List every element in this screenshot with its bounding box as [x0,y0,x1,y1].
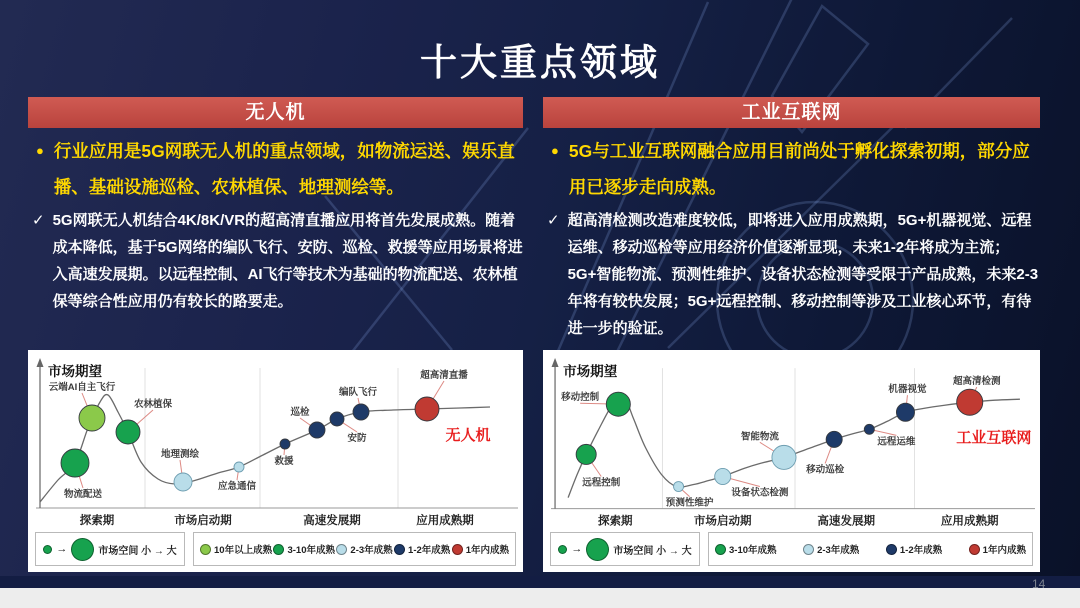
label-connector [580,403,606,404]
label-connector [358,398,359,404]
chart-point [864,424,874,434]
label-connector [760,442,774,451]
phase-label: 应用成熟期 [416,515,474,527]
legend-item [273,542,335,556]
legend-item-label: 3-10年成熟 [287,545,335,556]
chart-point [280,439,290,449]
point-label: 安防 [347,433,367,444]
hype-cycle-plot [543,352,1040,531]
legend-dot-icon [803,544,814,555]
check-point [28,207,523,315]
arrow-icon: → [56,543,68,555]
point-label: 编队飞行 [338,387,378,398]
chart-legend [35,532,516,566]
point-label: 农林植保 [133,399,173,410]
point-label: 移动巡检 [806,464,845,476]
point-label: 物流配送 [63,489,103,500]
label-connector [300,418,311,425]
point-label: 超高清直播 [420,370,468,381]
label-connector [730,479,759,487]
label-connector [79,476,83,488]
legend-dot-icon [336,544,347,555]
y-axis-label: 市场期望 [48,364,102,379]
label-connector [825,447,831,464]
point-label: 应急通信 [217,481,257,492]
check-point [543,207,1040,342]
point-label: 远程运维 [877,436,916,448]
legend-item-label: 1-2年成熟 [899,545,943,556]
phase-label: 探索期 [597,515,633,528]
legend-item [200,542,272,556]
chart-point [674,482,684,492]
point-label: 远程控制 [582,477,621,489]
label-connector [874,430,896,435]
arrow-icon: → [571,543,583,555]
legend-item [452,542,509,556]
bullet-marker-icon: ● [36,143,44,158]
hype-curve [568,393,1020,498]
bullet-point [543,133,1040,205]
chart-point [79,405,105,431]
legend-dot-icon [969,544,980,555]
legend-item-label: 2-3年成熟 [817,545,860,556]
chart-point [772,445,796,469]
point-label: 移动控制 [561,392,600,404]
phase-label: 应用成熟期 [940,515,999,528]
legend-dot-icon [715,544,726,555]
y-axis-arrow-icon [37,358,44,367]
section-header-industrial-internet [543,97,1040,128]
legend-market-size [550,532,700,566]
legend-item-label: 1年内成熟 [465,545,509,556]
label-connector [284,449,285,455]
legend-item-label: 2-3年成熟 [350,545,393,556]
phase-label: 市场启动期 [693,515,752,528]
legend-item-label: 3-10年成熟 [729,545,777,556]
section-drone [28,97,523,315]
chart-point [234,462,244,472]
chart-point [606,392,630,416]
legend-dot-icon [886,544,897,555]
chart-point [957,389,983,415]
chart-point [415,397,439,421]
phase-label: 高速发展期 [817,515,876,528]
chart-point [330,412,344,426]
bullet-marker-icon: ● [551,143,559,158]
phase-label: 高速发展期 [303,515,361,527]
hype-cycle-chart-industrial-internet [543,352,1040,531]
check-marker-icon: ✓ [547,212,560,229]
check-text: 5G网联无人机结合4K/8K/VR的超高清直播应用将首先发展成熟。随着成本降低，基于5G网络的编队飞行、安防、巡检、救援等应用场景将进入高速发展期。以远程控制、AI飞行等技术为基础的物流配送、农林植保等综合性应用仍有较长的路要走。 [52,212,523,310]
legend-item [803,542,859,556]
chart-legend [550,532,1033,566]
legend-dot-icon [452,544,463,555]
small-dot-icon [558,545,567,554]
bullet-text: 行业应用是5G网联无人机的重点领域，如物流运送、娱乐直播、基础设施巡检、农林植保、地理测绘等。 [53,141,515,197]
bullet-point [28,133,523,205]
chart-panel-drone [28,350,523,572]
label-connector [907,395,908,403]
label-connector [682,490,689,497]
legend-dot-icon [273,544,284,555]
phase-label: 市场启动期 [174,515,232,527]
big-dot-icon [586,538,609,561]
chart-point [576,444,596,464]
section-industrial-internet [543,97,1040,342]
label-connector [180,460,182,473]
point-label: 地理测绘 [160,449,200,460]
legend-item [969,542,1026,556]
series-name: 工业互联网 [956,429,1032,447]
point-label: 超高清检测 [952,376,1001,388]
legend-item [715,542,777,556]
chart-point [353,404,369,420]
y-axis-label: 市场期望 [563,364,618,380]
point-label: 救援 [274,456,294,467]
bullet-text: 5G与工业互联网融合应用目前尚处于孵化探索初期，部分应用已逐步走向成熟。 [568,141,1030,197]
point-label: 设备状态检测 [731,487,789,499]
legend-maturity [708,532,1033,566]
page-title: 十大重点领域 [420,42,660,83]
check-text: 超高清检测改造难度较低，即将进入应用成熟期，5G+机器视觉、远程运维、移动巡检等应用经济价值逐渐显现，未来1-2年将成为主流；5G+智能物流、预测性维护、设备状态检测等受限于产品成熟，未来2-3年将有较快发展；5G+远程控制、移动控制等涉及工业核心环节，有待进一步的验证。 [567,212,1039,337]
legend-market-size [35,532,185,566]
series-name: 无人机 [445,427,491,444]
label-connector [592,463,601,477]
hype-cycle-plot [28,352,523,530]
section-header-drone [28,97,523,128]
check-marker-icon: ✓ [32,212,45,229]
point-label: 预测性维护 [665,497,714,509]
chart-point [116,420,140,444]
section-header-label: 工业互联网 [741,102,842,123]
legend-item [886,542,942,556]
chart-point [896,403,914,421]
page-number: 14 [1032,577,1046,591]
section-header-label: 无人机 [245,102,306,123]
chart-point [715,468,731,484]
label-connector [343,423,357,432]
label-connector [433,381,444,399]
chart-panel-industrial-internet [543,350,1040,572]
big-dot-icon [71,538,94,561]
point-label: 云端AI自主飞行 [48,382,116,393]
legend-size-label: 市场空间 小 → 大 [613,545,692,557]
chart-point [309,422,325,438]
phase-label: 探索期 [79,515,115,527]
legend-item-label: 1-2年成熟 [408,545,451,556]
label-connector [237,472,238,480]
small-dot-icon [43,545,52,554]
hype-cycle-chart-drone [28,352,523,530]
legend-item [394,542,450,556]
point-label: 机器视觉 [888,384,927,396]
legend-size-label: 市场空间 小 → 大 [98,545,177,557]
chart-point [174,473,192,491]
label-connector [975,387,977,390]
chart-point [61,449,89,477]
bottom-strip [0,576,1080,588]
label-connector [82,393,87,406]
legend-dot-icon [394,544,405,555]
legend-item-label: 10年以上成熟 [214,545,273,556]
legend-dot-icon [200,544,211,555]
legend-item-label: 1年内成熟 [982,545,1026,556]
point-label: 巡检 [290,407,310,418]
point-label: 智能物流 [740,431,779,443]
legend-maturity [193,532,516,566]
chart-point [826,431,842,447]
y-axis-arrow-icon [552,358,559,367]
legend-item [336,542,392,556]
